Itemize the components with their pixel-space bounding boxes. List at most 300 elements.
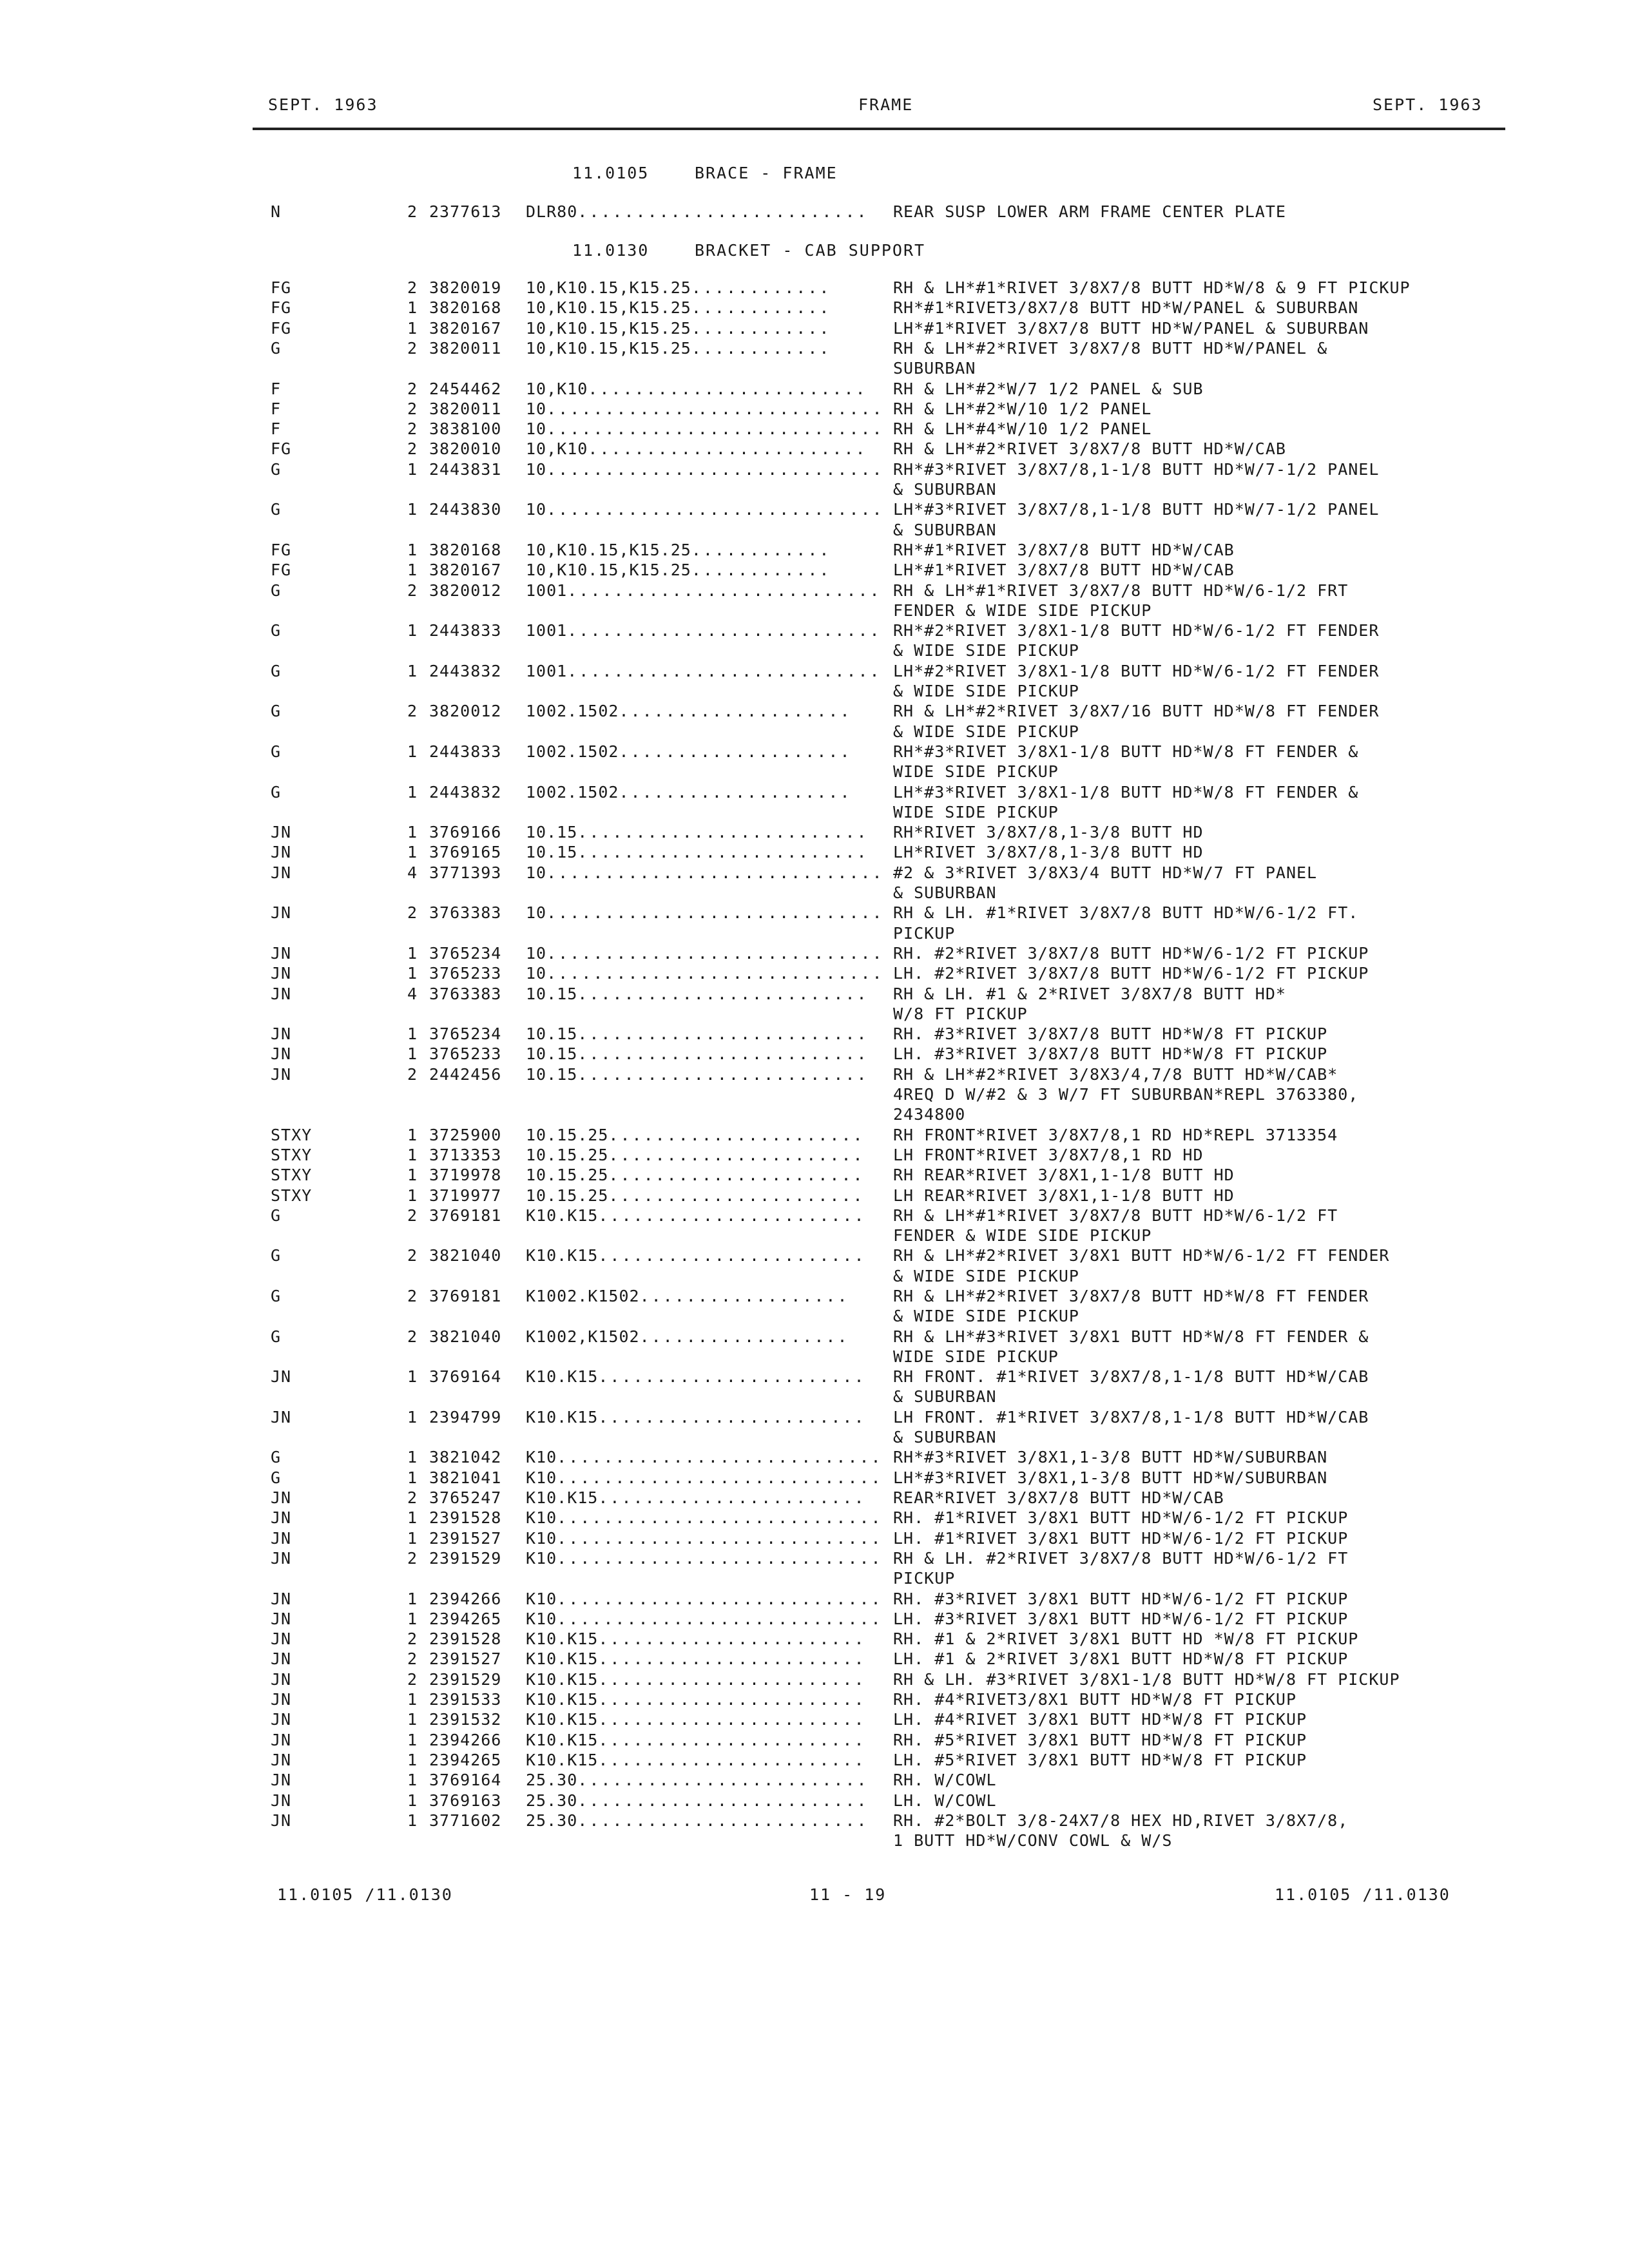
model-text: K10.K15	[526, 1669, 599, 1689]
quantity: 2	[407, 1669, 418, 1689]
quantity: 1	[407, 1186, 418, 1205]
applicability-code: JN	[271, 1609, 292, 1628]
applicability-code: F	[271, 379, 282, 398]
part-number: 3765233	[429, 1044, 502, 1064]
model-text: 10,K10.15,K15.25	[526, 298, 691, 318]
leader-dots: ............................	[557, 1508, 883, 1528]
part-number: 3769163	[429, 1791, 502, 1810]
part-number: 3769181	[429, 1287, 502, 1305]
part-number: 3725900	[429, 1125, 502, 1144]
part-description: RH*#1*RIVET3/8X7/8 BUTT HD*W/PANEL & SUBURBAN	[893, 298, 1359, 318]
quantity: 2	[407, 1488, 418, 1507]
model-text: DLR80	[526, 202, 578, 221]
quantity: 2	[407, 338, 418, 358]
part-description: LH. #4*RIVET 3/8X1 BUTT HD*W/8 FT PICKUP	[893, 1710, 1307, 1729]
part-description: RH & LH*#1*RIVET 3/8X7/8 BUTT HD*W/6-1/2 FT FENDER & WIDE SIDE PICKUP	[893, 1206, 1338, 1245]
leader-dots: ...........................	[567, 621, 882, 640]
quantity: 1	[407, 1730, 418, 1749]
model-text: 10	[526, 943, 547, 963]
footer-range-right: 11.0105 /11.0130	[1275, 1885, 1451, 1904]
model-text: K10.K15	[526, 1730, 599, 1749]
model-text: K10.K15	[526, 1206, 599, 1225]
part-number: 3765247	[429, 1488, 502, 1507]
part-number: 3820168	[429, 298, 502, 318]
part-number: 2443833	[429, 742, 502, 761]
applicability-code: JN	[271, 1064, 292, 1084]
part-description: RH & LH*#2*RIVET 3/8X7/8 BUTT HD*W/8 FT FENDER & WIDE SIDE PICKUP	[893, 1287, 1369, 1326]
quantity: 2	[407, 581, 418, 600]
applicability-code: JN	[271, 1488, 292, 1507]
part-number: 2443830	[429, 500, 502, 519]
part-number: 3769164	[429, 1367, 502, 1387]
quantity: 1	[407, 661, 418, 680]
applicability-code: G	[271, 500, 282, 519]
applicability-code: JN	[271, 1771, 292, 1790]
part-description: RH. #3*RIVET 3/8X1 BUTT HD*W/6-1/2 FT PICKUP	[893, 1589, 1349, 1608]
footer-page-number: 11 - 19	[809, 1885, 887, 1904]
part-number: 3838100	[429, 419, 502, 439]
quantity: 1	[407, 1125, 418, 1144]
part-description: RH REAR*RIVET 3/8X1,1-1/8 BUTT HD	[893, 1166, 1235, 1185]
part-description: RH & LH. #1 & 2*RIVET 3/8X7/8 BUTT HD* W/8 FT PICKUP	[893, 984, 1286, 1023]
part-number: 2394799	[429, 1407, 502, 1427]
model-text: 10.15	[526, 1044, 578, 1064]
applicability-code: STXY	[271, 1166, 313, 1185]
quantity: 1	[407, 1771, 418, 1790]
part-number: 3821040	[429, 1327, 502, 1346]
part-description: RH & LH*#2*W/7 1/2 PANEL & SUB	[893, 379, 1204, 398]
part-description: LH*#3*RIVET 3/8X1,1-3/8 BUTT HD*W/SUBURBAN	[893, 1468, 1328, 1487]
part-number: 2391527	[429, 1528, 502, 1548]
model-text: K10.K15	[526, 1750, 599, 1769]
model-text: K10	[526, 1609, 557, 1628]
part-number: 2443831	[429, 459, 502, 479]
part-number: 3820010	[429, 439, 502, 459]
part-description: #2 & 3*RIVET 3/8X3/4 BUTT HD*W/7 FT PANEL & SUBURBAN	[893, 863, 1318, 902]
part-description: LH*#3*RIVET 3/8X1-1/8 BUTT HD*W/8 FT FENDER & WIDE SIDE PICKUP	[893, 782, 1359, 822]
part-description: LH*#2*RIVET 3/8X1-1/8 BUTT HD*W/6-1/2 FT FENDER & WIDE SIDE PICKUP	[893, 661, 1380, 700]
model-text: K10	[526, 1589, 557, 1608]
model-text: K1002,K1502	[526, 1327, 640, 1346]
applicability-code: FG	[271, 561, 292, 580]
part-number: 3763383	[429, 984, 502, 1003]
quantity: 1	[407, 318, 418, 338]
quantity: 4	[407, 863, 418, 882]
part-description: RH. #3*RIVET 3/8X7/8 BUTT HD*W/8 FT PICKUP	[893, 1024, 1328, 1044]
leader-dots: ...........................	[567, 581, 882, 600]
model-text: K10.K15	[526, 1649, 599, 1669]
header-section-title: FRAME	[858, 95, 914, 114]
model-text: 10.15	[526, 823, 578, 842]
applicability-code: JN	[271, 1044, 292, 1064]
part-description: RH*#1*RIVET 3/8X7/8 BUTT HD*W/CAB	[893, 540, 1235, 559]
model-text: 10.15	[526, 984, 578, 1003]
quantity: 2	[407, 1246, 418, 1265]
quantity: 1	[407, 1508, 418, 1528]
part-description: LH*#3*RIVET 3/8X7/8,1-1/8 BUTT HD*W/7-1/2 PANEL & SUBURBAN	[893, 500, 1380, 539]
quantity: 1	[407, 1710, 418, 1729]
leader-dots: .........................	[577, 984, 869, 1003]
model-text: 1002.1502	[526, 742, 619, 761]
part-number: 3820019	[429, 278, 502, 297]
quantity: 1	[407, 298, 418, 318]
part-description: REAR*RIVET 3/8X7/8 BUTT HD*W/CAB	[893, 1488, 1224, 1507]
applicability-code: G	[271, 702, 282, 721]
part-number: 3713353	[429, 1145, 502, 1164]
applicability-code: G	[271, 1327, 282, 1346]
applicability-code: JN	[271, 1649, 292, 1669]
part-number: 3820012	[429, 702, 502, 721]
applicability-code: JN	[271, 1024, 292, 1044]
model-text: K10.K15	[526, 1629, 599, 1649]
leader-dots: ..................	[639, 1287, 849, 1305]
leader-dots: ............................	[557, 1589, 883, 1608]
part-number: 2443832	[429, 661, 502, 680]
leader-dots: .............................	[546, 459, 884, 479]
part-description: LH. #2*RIVET 3/8X7/8 BUTT HD*W/6-1/2 FT PICKUP	[893, 964, 1369, 983]
applicability-code: STXY	[271, 1145, 313, 1164]
leader-dots: ............	[691, 278, 831, 297]
leader-dots: ............................	[557, 1548, 883, 1568]
applicability-code: JN	[271, 823, 292, 842]
section-heading	[572, 241, 925, 260]
leader-dots: ............	[691, 318, 831, 338]
quantity: 1	[407, 1690, 418, 1709]
applicability-code: JN	[271, 863, 292, 882]
leader-dots: ......................	[608, 1125, 865, 1144]
quantity: 2	[407, 399, 418, 418]
quantity: 1	[407, 500, 418, 519]
part-description: RH & LH. #3*RIVET 3/8X1-1/8 BUTT HD*W/8 FT PICKUP	[893, 1669, 1400, 1689]
applicability-code: JN	[271, 1548, 292, 1568]
part-description: LH REAR*RIVET 3/8X1,1-1/8 BUTT HD	[893, 1186, 1235, 1205]
leader-dots: ............................	[557, 1448, 883, 1467]
leader-dots: ..................	[639, 1327, 849, 1346]
model-text: 10,K10.15,K15.25	[526, 278, 691, 297]
quantity: 1	[407, 1589, 418, 1608]
part-description: RH. #4*RIVET3/8X1 BUTT HD*W/8 FT PICKUP	[893, 1690, 1296, 1709]
part-number: 2391528	[429, 1629, 502, 1649]
part-number: 3821041	[429, 1468, 502, 1487]
leader-dots: ............................	[557, 1468, 883, 1487]
part-number: 2442456	[429, 1064, 502, 1084]
model-text: 1002.1502	[526, 782, 619, 802]
model-text: K10.K15	[526, 1690, 599, 1709]
quantity: 1	[407, 459, 418, 479]
model-text: 10.15.25	[526, 1186, 609, 1205]
quantity: 1	[407, 1609, 418, 1628]
part-description: LH*RIVET 3/8X7/8,1-3/8 BUTT HD	[893, 843, 1204, 862]
part-description: LH. #3*RIVET 3/8X7/8 BUTT HD*W/8 FT PICKUP	[893, 1044, 1328, 1064]
model-text: 10.15	[526, 1064, 578, 1084]
model-text: 1001	[526, 661, 568, 680]
applicability-code: JN	[271, 843, 292, 862]
part-number: 3820167	[429, 561, 502, 580]
part-description: RH & LH*#2*RIVET 3/8X3/4,7/8 BUTT HD*W/CAB* 4REQ D W/#2 & 3 W/7 FT SUBURBAN*REPL 3763380, 2434800	[893, 1064, 1359, 1124]
part-number: 3821042	[429, 1448, 502, 1467]
leader-dots: .........................	[577, 202, 869, 221]
applicability-code: F	[271, 399, 282, 418]
quantity: 1	[407, 1468, 418, 1487]
model-text: 10	[526, 863, 547, 882]
section-number: 11.0130	[572, 241, 650, 260]
quantity: 2	[407, 903, 418, 923]
part-description: RH & LH*#2*RIVET 3/8X7/8 BUTT HD*W/PANEL & SUBURBAN	[893, 338, 1328, 378]
applicability-code: G	[271, 1246, 282, 1265]
part-number: 3765233	[429, 964, 502, 983]
leader-dots: ............................	[557, 1609, 883, 1628]
part-description: LH FRONT*RIVET 3/8X7/8,1 RD HD	[893, 1145, 1204, 1164]
part-number: 3821040	[429, 1246, 502, 1265]
part-description: LH. #1 & 2*RIVET 3/8X1 BUTT HD*W/8 FT PICKUP	[893, 1649, 1349, 1669]
applicability-code: JN	[271, 964, 292, 983]
applicability-code: G	[271, 338, 282, 358]
quantity: 4	[407, 984, 418, 1003]
model-text: 10,K10.15,K15.25	[526, 318, 691, 338]
model-text: K10.K15	[526, 1246, 599, 1265]
leader-dots: .......................	[598, 1488, 866, 1507]
part-description: LH*#1*RIVET 3/8X7/8 BUTT HD*W/PANEL & SUBURBAN	[893, 318, 1369, 338]
leader-dots: .......................	[598, 1246, 866, 1265]
model-text: 25.30	[526, 1771, 578, 1790]
model-text: 1002.1502	[526, 702, 619, 721]
part-number: 3820012	[429, 581, 502, 600]
model-text: 10	[526, 500, 547, 519]
model-text: K10	[526, 1448, 557, 1467]
leader-dots: .......................	[598, 1649, 866, 1669]
applicability-code: JN	[271, 1750, 292, 1769]
leader-dots: .......................	[598, 1730, 866, 1749]
applicability-code: JN	[271, 943, 292, 963]
model-text: 25.30	[526, 1811, 578, 1830]
applicability-code: N	[271, 202, 282, 221]
model-text: K1002.K1502	[526, 1287, 640, 1305]
model-text: 10,K10	[526, 439, 588, 459]
model-text: K10	[526, 1468, 557, 1487]
model-text: 10,K10.15,K15.25	[526, 338, 691, 358]
section-number: 11.0105	[572, 164, 650, 182]
applicability-code: FG	[271, 298, 292, 318]
part-number: 3763383	[429, 903, 502, 923]
model-text: 1001	[526, 581, 568, 600]
part-description: RH & LH*#4*W/10 1/2 PANEL	[893, 419, 1152, 439]
part-number: 2443832	[429, 782, 502, 802]
part-description: RH. #1*RIVET 3/8X1 BUTT HD*W/6-1/2 FT PICKUP	[893, 1508, 1349, 1528]
part-description: RH & LH*#2*W/10 1/2 PANEL	[893, 399, 1152, 418]
leader-dots: .......................	[598, 1750, 866, 1769]
leader-dots: ............	[691, 561, 831, 580]
part-description: RH*#3*RIVET 3/8X7/8,1-1/8 BUTT HD*W/7-1/2 PANEL & SUBURBAN	[893, 459, 1380, 499]
part-description: RH. #2*BOLT 3/8-24X7/8 HEX HD,RIVET 3/8X7/8, 1 BUTT HD*W/CONV COWL & W/S	[893, 1811, 1349, 1850]
quantity: 2	[407, 278, 418, 297]
quantity: 2	[407, 202, 418, 221]
applicability-code: JN	[271, 1629, 292, 1649]
model-text: K10	[526, 1528, 557, 1548]
applicability-code: JN	[271, 1367, 292, 1387]
part-description: RH*#3*RIVET 3/8X1-1/8 BUTT HD*W/8 FT FENDER & WIDE SIDE PICKUP	[893, 742, 1359, 782]
model-text: 10	[526, 459, 547, 479]
applicability-code: JN	[271, 1690, 292, 1709]
part-number: 3769165	[429, 843, 502, 862]
part-number: 2391532	[429, 1710, 502, 1729]
quantity: 2	[407, 1287, 418, 1305]
quantity: 1	[407, 1528, 418, 1548]
model-text: K10	[526, 1508, 557, 1528]
applicability-code: G	[271, 742, 282, 761]
applicability-code: FG	[271, 540, 292, 559]
applicability-code: JN	[271, 903, 292, 923]
quantity: 1	[407, 943, 418, 963]
model-text: 10	[526, 903, 547, 923]
applicability-code: JN	[271, 1407, 292, 1427]
quantity: 1	[407, 1145, 418, 1164]
applicability-code: G	[271, 459, 282, 479]
leader-dots: .......................	[598, 1206, 866, 1225]
model-text: K10.K15	[526, 1367, 599, 1387]
model-text: 10,K10.15,K15.25	[526, 561, 691, 580]
leader-dots: ....................	[619, 702, 852, 721]
part-description: RH*RIVET 3/8X7/8,1-3/8 BUTT HD	[893, 823, 1204, 842]
leader-dots: .........................	[577, 1791, 869, 1810]
quantity: 1	[407, 621, 418, 640]
part-number: 3765234	[429, 1024, 502, 1044]
part-number: 3765234	[429, 943, 502, 963]
leader-dots: ...........................	[567, 661, 882, 680]
part-number: 2443833	[429, 621, 502, 640]
leader-dots: ............................	[557, 1528, 883, 1548]
leader-dots: .............................	[546, 500, 884, 519]
model-text: 10.15.25	[526, 1145, 609, 1164]
part-description: RH & LH*#2*RIVET 3/8X7/16 BUTT HD*W/8 FT FENDER & WIDE SIDE PICKUP	[893, 702, 1380, 741]
part-number: 3769164	[429, 1771, 502, 1790]
part-number: 3769166	[429, 823, 502, 842]
applicability-code: FG	[271, 278, 292, 297]
leader-dots: .......................	[598, 1407, 866, 1427]
applicability-code: JN	[271, 1811, 292, 1830]
part-number: 3820167	[429, 318, 502, 338]
leader-dots: .........................	[577, 1024, 869, 1044]
applicability-code: JN	[271, 1710, 292, 1729]
quantity: 1	[407, 782, 418, 802]
part-description: RH & LH. #1*RIVET 3/8X7/8 BUTT HD*W/6-1/2 FT. PICKUP	[893, 903, 1359, 943]
leader-dots: .......................	[598, 1367, 866, 1387]
applicability-code: G	[271, 1448, 282, 1467]
part-description: RH & LH*#2*RIVET 3/8X1 BUTT HD*W/6-1/2 FT FENDER & WIDE SIDE PICKUP	[893, 1246, 1390, 1285]
part-number: 2394266	[429, 1730, 502, 1749]
part-number: 2394266	[429, 1589, 502, 1608]
part-number: 3820168	[429, 540, 502, 559]
model-text: 10,K10.15,K15.25	[526, 540, 691, 559]
header-date-left: SEPT. 1963	[268, 95, 378, 114]
applicability-code: JN	[271, 1589, 292, 1608]
section-title: BRACE - FRAME	[695, 164, 838, 182]
leader-dots: .............................	[546, 903, 884, 923]
leader-dots: .........................	[577, 1771, 869, 1790]
part-number: 3769181	[429, 1206, 502, 1225]
leader-dots: .......................	[598, 1629, 866, 1649]
part-number: 2391527	[429, 1649, 502, 1669]
leader-dots: ............	[691, 298, 831, 318]
part-description: RH. #2*RIVET 3/8X7/8 BUTT HD*W/6-1/2 FT PICKUP	[893, 943, 1369, 963]
applicability-code: JN	[271, 1669, 292, 1689]
part-description: RH. #5*RIVET 3/8X1 BUTT HD*W/8 FT PICKUP	[893, 1730, 1307, 1749]
applicability-code: STXY	[271, 1186, 313, 1205]
quantity: 1	[407, 964, 418, 983]
quantity: 2	[407, 702, 418, 721]
part-description: RH FRONT*RIVET 3/8X7/8,1 RD HD*REPL 3713354	[893, 1125, 1338, 1144]
section-heading	[572, 164, 838, 182]
part-number: 3820011	[429, 338, 502, 358]
leader-dots: ............	[691, 540, 831, 559]
header-date-right: SEPT. 1963	[1373, 95, 1483, 114]
model-text: 25.30	[526, 1791, 578, 1810]
leader-dots: .........................	[577, 1064, 869, 1084]
leader-dots: .............................	[546, 399, 884, 418]
applicability-code: JN	[271, 984, 292, 1003]
part-description: RH & LH. #2*RIVET 3/8X7/8 BUTT HD*W/6-1/2 FT PICKUP	[893, 1548, 1349, 1588]
model-text: 10.15	[526, 1024, 578, 1044]
applicability-code: G	[271, 1468, 282, 1487]
model-text: K10.K15	[526, 1710, 599, 1729]
model-text: K10.K15	[526, 1407, 599, 1427]
applicability-code: STXY	[271, 1125, 313, 1144]
quantity: 1	[407, 1448, 418, 1467]
part-description: RH & LH*#1*RIVET 3/8X7/8 BUTT HD*W/6-1/2 FRT FENDER & WIDE SIDE PICKUP	[893, 581, 1349, 620]
leader-dots: ........................	[588, 379, 867, 398]
leader-dots: .............................	[546, 419, 884, 439]
model-text: 10.15.25	[526, 1125, 609, 1144]
quantity: 2	[407, 1206, 418, 1225]
part-description: RH*#3*RIVET 3/8X1,1-3/8 BUTT HD*W/SUBURBAN	[893, 1448, 1328, 1467]
part-description: LH. #1*RIVET 3/8X1 BUTT HD*W/6-1/2 FT PICKUP	[893, 1528, 1349, 1548]
quantity: 1	[407, 1750, 418, 1769]
part-number: 3771393	[429, 863, 502, 882]
leader-dots: .........................	[577, 1811, 869, 1830]
part-description: RH*#2*RIVET 3/8X1-1/8 BUTT HD*W/6-1/2 FT FENDER & WIDE SIDE PICKUP	[893, 621, 1380, 660]
model-text: K10	[526, 1548, 557, 1568]
part-number: 2394265	[429, 1750, 502, 1769]
quantity: 2	[407, 419, 418, 439]
part-number: 2391529	[429, 1669, 502, 1689]
quantity: 2	[407, 439, 418, 459]
part-number: 2377613	[429, 202, 502, 221]
leader-dots: .............................	[546, 964, 884, 983]
part-number: 3820011	[429, 399, 502, 418]
quantity: 1	[407, 1407, 418, 1427]
model-text: 10	[526, 964, 547, 983]
quantity: 1	[407, 1166, 418, 1185]
model-text: 10.15.25	[526, 1166, 609, 1185]
quantity: 2	[407, 379, 418, 398]
quantity: 1	[407, 742, 418, 761]
model-text: 10,K10	[526, 379, 588, 398]
quantity: 1	[407, 1044, 418, 1064]
quantity: 2	[407, 1629, 418, 1649]
leader-dots: ....................	[619, 782, 852, 802]
header-rule	[253, 128, 1505, 130]
applicability-code: JN	[271, 1791, 292, 1810]
leader-dots: .........................	[577, 1044, 869, 1064]
part-description: RH FRONT. #1*RIVET 3/8X7/8,1-1/8 BUTT HD*W/CAB & SUBURBAN	[893, 1367, 1369, 1407]
part-description: RH. W/COWL	[893, 1771, 997, 1790]
model-text: 1001	[526, 621, 568, 640]
quantity: 1	[407, 561, 418, 580]
leader-dots: .........................	[577, 843, 869, 862]
part-number: 3719977	[429, 1186, 502, 1205]
quantity: 2	[407, 1064, 418, 1084]
applicability-code: G	[271, 1287, 282, 1305]
part-description: LH FRONT. #1*RIVET 3/8X7/8,1-1/8 BUTT HD*W/CAB & SUBURBAN	[893, 1407, 1369, 1447]
